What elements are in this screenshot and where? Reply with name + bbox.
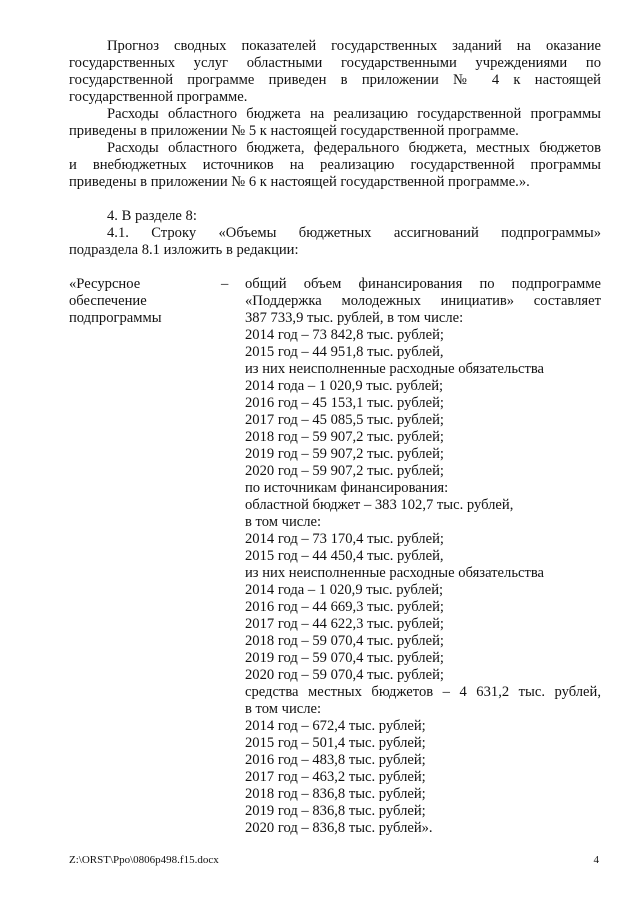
paragraph-line: государственных услуг областными государственными учреждениями по — [69, 55, 601, 71]
resource-value-line: 2020 год – 59 907,2 тыс. рублей; — [245, 463, 444, 479]
resource-value-line: 2020 год – 59 070,4 тыс. рублей; — [245, 667, 444, 683]
paragraph-forecast — [69, 38, 601, 106]
resource-value-line: 2016 год – 44 669,3 тыс. рублей; — [245, 599, 444, 615]
paragraph-line: Расходы областного бюджета, федерального бюджета, местных бюджетов — [107, 140, 601, 156]
resource-value-line: 2015 год – 44 951,8 тыс. рублей, — [245, 344, 444, 360]
section-heading — [69, 208, 601, 225]
paragraph-line: государственной программе. — [69, 89, 248, 105]
resource-value-line: 2018 год – 836,8 тыс. рублей; — [245, 786, 426, 802]
resource-value-line: 2019 год – 59 907,2 тыс. рублей; — [245, 446, 444, 462]
resource-value-line: 387 733,9 тыс. рублей, в том числе: — [245, 310, 464, 326]
resource-value-line: 2017 год – 45 085,5 тыс. рублей; — [245, 412, 444, 428]
resource-value-line: в том числе: — [245, 701, 322, 717]
resource-value-line: «Поддержка молодежных инициатив» составляет — [245, 293, 601, 309]
resource-value-line: по источникам финансирования: — [245, 480, 449, 496]
resource-value-line: 2017 год – 44 622,3 тыс. рублей; — [245, 616, 444, 632]
resource-value-line: 2018 год – 59 070,4 тыс. рублей; — [245, 633, 444, 649]
resource-value-line: 2018 год – 59 907,2 тыс. рублей; — [245, 429, 444, 445]
footer-file-path: Z:\ORST\Ppo\0806p498.f15.docx — [69, 854, 219, 866]
resource-block — [69, 276, 601, 837]
resource-value-line: общий объем финансирования по подпрограмме — [245, 276, 601, 292]
resource-value-line: 2015 год – 501,4 тыс. рублей; — [245, 735, 426, 751]
paragraph-line: приведены в приложении № 5 к настоящей государственной программе. — [69, 123, 519, 139]
paragraph-line: и внебюджетных источников на реализацию государственной программы — [69, 157, 601, 173]
resource-value-line: 2017 год – 463,2 тыс. рублей; — [245, 769, 426, 785]
resource-values — [245, 276, 601, 837]
resource-dash: – — [221, 276, 229, 292]
paragraph-line: подраздела 8.1 изложить в редакции: — [69, 242, 299, 258]
resource-value-line: 2019 год – 836,8 тыс. рублей; — [245, 803, 426, 819]
paragraph-line: государственной программе приведен в приложении № 4 к настоящей — [69, 72, 601, 88]
paragraph-line: 4.1. Строку «Объемы бюджетных ассигнований подпрограммы» — [107, 225, 601, 241]
paragraph-all-budgets — [69, 140, 601, 191]
resource-value-line: 2016 год – 483,8 тыс. рублей; — [245, 752, 426, 768]
item-4-1 — [69, 225, 601, 259]
resource-value-line: 2015 год – 44 450,4 тыс. рублей, — [245, 548, 444, 564]
paragraph-line: Прогноз сводных показателей государственных заданий на оказание — [107, 38, 601, 54]
resource-label-line: обеспечение — [69, 293, 147, 309]
page-number: 4 — [593, 854, 599, 866]
paragraph-regional-budget — [69, 106, 601, 140]
resource-label-line: «Ресурсное — [69, 276, 141, 292]
resource-value-line: 2014 года – 1 020,9 тыс. рублей; — [245, 378, 444, 394]
resource-value-line: из них неисполненные расходные обязательства — [245, 361, 544, 377]
resource-value-line: из них неисполненные расходные обязательства — [245, 565, 544, 581]
paragraph-line: Расходы областного бюджета на реализацию государственной программы — [107, 106, 601, 122]
resource-label-line: подпрограммы — [69, 310, 162, 326]
resource-value-line: средства местных бюджетов – 4 631,2 тыс. рублей, — [245, 684, 601, 700]
section-heading-text: 4. В разделе 8: — [107, 208, 197, 224]
resource-value-line: 2014 года – 1 020,9 тыс. рублей; — [245, 582, 444, 598]
paragraph-line: приведены в приложении № 6 к настоящей государственной программе.». — [69, 174, 530, 190]
resource-value-line: 2016 год – 45 153,1 тыс. рублей; — [245, 395, 444, 411]
resource-value-line: 2020 год – 836,8 тыс. рублей». — [245, 820, 433, 836]
resource-value-line: 2014 год – 73 842,8 тыс. рублей; — [245, 327, 444, 343]
resource-label — [69, 276, 179, 327]
resource-value-line: 2014 год – 73 170,4 тыс. рублей; — [245, 531, 444, 547]
resource-value-line: 2014 год – 672,4 тыс. рублей; — [245, 718, 426, 734]
resource-value-line: в том числе: — [245, 514, 322, 530]
resource-value-line: областной бюджет – 383 102,7 тыс. рублей, — [245, 497, 514, 513]
resource-value-line: 2019 год – 59 070,4 тыс. рублей; — [245, 650, 444, 666]
